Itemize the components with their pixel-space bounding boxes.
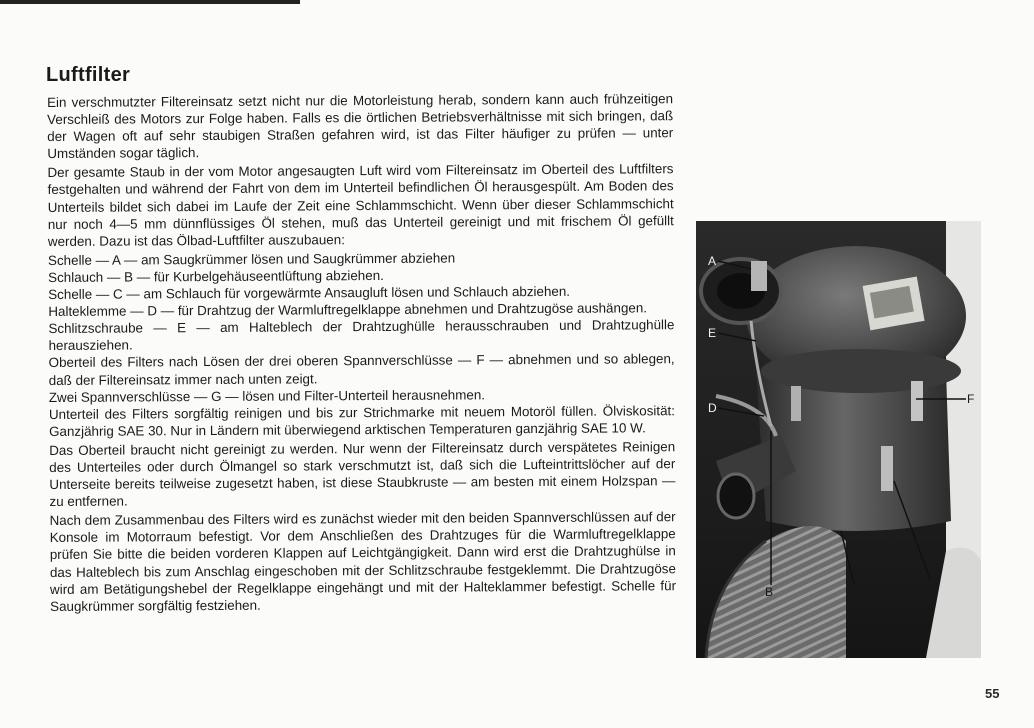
body-text	[47, 90, 676, 617]
label-b: B	[765, 585, 774, 599]
page-title: Luftfilter	[46, 64, 131, 86]
label-d: D	[708, 401, 717, 415]
page-top-edge	[0, 0, 300, 4]
paragraph-clean: Unterteil des Filters sorgfältig reinigen und bis zur Strichmarke mit neuem Motoröl füllen. Ölviskosität: Ganzjährig SAE 30. Nur in Ländern mit überwiegend arktischen Temperaturen ganzjährig SAE 10 W.	[48, 402, 675, 439]
label-e: E	[708, 326, 717, 340]
paragraph-assembly: Nach dem Zusammenbau des Filters wird es zunächst wieder mit den beiden Spannverschlüssen auf der Konsole im Motorraum befestigt. Vor dem Anschließen des Drahtzuges für die Warmluftregelklappe prüfen Sie bitte die beiden vorderen Klappen auf Leichtgängigkeit. Dann wird erst die Drahtzughülse in das Halteblech bis zum Anschlag eingeschoben mit der Schlitzschraube festgeklemmt. Die Drahtzugöse wird am Betätigungshebel der Regelklappe eingehängt und mit der Halteklammer befestigt. Schelle für Saugkrümmer sorgfältig festziehen.	[49, 509, 677, 614]
label-a: A	[708, 254, 717, 268]
paragraph-intro: Ein verschmutzter Filtereinsatz setzt nicht nur die Motorleistung herab, sondern kann auch frühzeitigen Verschleiß des Motors zur Folge haben. Falls es die örtlichen Betriebsverhältnisse mit sich bringen, daß der Wagen oft auf sehr staubigen Straßen gefahren wird, ist das Filter häufiger zu prüfen — unter Umständen sogar täglich.	[47, 91, 674, 162]
label-f: F	[967, 392, 975, 406]
step-g: Zwei Spannverschlüsse — G — lösen und Filter-Unterteil herausnehmen.	[48, 386, 486, 405]
step-d: Halteklemme — D — für Drahtzug der Warmluftregelklappe abnehmen und Drahtzugöse aushängen.	[48, 300, 648, 320]
page-number: 55	[985, 686, 1000, 701]
step-b: Schlauch — B — für Kurbelgehäuseentlüftung abziehen.	[48, 267, 384, 285]
paragraph-dust: Der gesamte Staub in der vom Motor angesaugten Luft wird vom Filtereinsatz im Oberteil des Luftfilters festgehalten und während der Fahrt von dem im Unterteil befindlichen Öl herausgespült. Am Boden des Unterteils bildet sich dabei im Laufe der Zeit eine Schlammschicht. Wenn über dieser Schlammschicht nur noch 4—5 mm dünnflüssiges Öl stehen, muß das Unterteil gereinigt und mit frischem Öl gefüllt werden. Dazu ist das Ölbad-Luftfilter auszubauen:	[47, 161, 674, 249]
step-f: Oberteil des Filters nach Lösen der drei oberen Spannverschlüsse — F — abnehmen und so ablegen, daß der Filtereinsatz immer nach unten zeigt.	[48, 351, 675, 388]
step-a: Schelle — A — am Saugkrümmer lösen und Saugkrümmer abziehen	[47, 250, 456, 268]
step-e: Schlitzschraube — E — am Halteblech der Drahtzughülle herausschrauben und Drahtzughülle herausziehen.	[48, 317, 675, 354]
label-g: G	[926, 582, 936, 596]
air-filter-photo	[696, 221, 981, 658]
label-c: C	[848, 585, 857, 599]
paragraph-upper-part: Das Oberteil braucht nicht gereinigt zu werden. Nur wenn der Filtereinsatz durch verspätetes Reinigen des Unterteiles oder durch Ölmangel so stark verschmutzt ist, daß sich die Lufteintrittslöcher auf der Unterseite bereits teilweise zugesetzt haben, ist diese Staubkruste — am besten mit einem Holzspan — zu entfernen.	[49, 439, 676, 510]
step-c: Schelle — C — am Schlauch für vorgewärmte Ansaugluft lösen und Schlauch abziehen.	[48, 283, 571, 303]
